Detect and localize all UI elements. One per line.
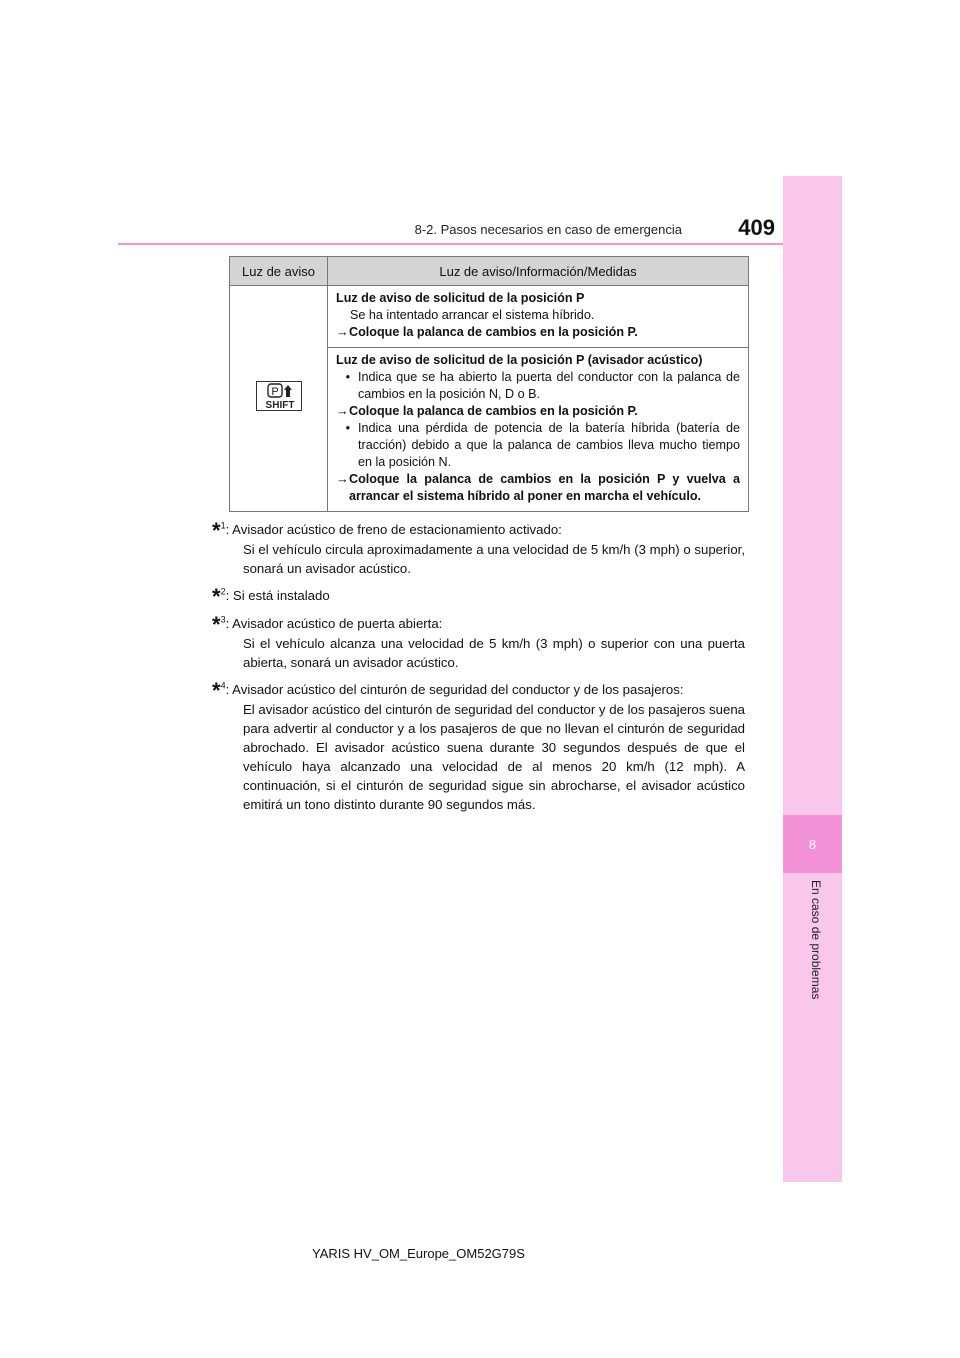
- arrow-icon: →: [336, 325, 349, 339]
- p-shift-text: SHIFT: [265, 400, 294, 411]
- page-number: 409: [738, 215, 775, 240]
- entry-action: [336, 403, 740, 420]
- footnote-4: [212, 680, 745, 814]
- entry-position-p-request-buzzer: [328, 348, 749, 512]
- entry-action-text: Coloque la palanca de cambios en la posición P y vuelva a arrancar el sistema híbrido al poner en marcha el vehículo.: [349, 472, 740, 503]
- entry-action: [336, 324, 740, 341]
- footnotes: [212, 520, 745, 822]
- footnote-star: *: [212, 518, 221, 543]
- chapter-side-band: [783, 176, 842, 1182]
- entry-position-p-request: [328, 286, 749, 348]
- entry-bullet-text: Indica una pérdida de potencia de la batería híbrida (batería de tracción) debido a que la palanca de cambios lleva mucho tiempo en la posición N.: [358, 421, 740, 469]
- footnote-body: Si el vehículo alcanza una velocidad de 5 km/h (3 mph) o superior con una puerta abierta, sonará un avisador acústico.: [243, 636, 745, 670]
- section-title: 8-2. Pasos necesarios en caso de emergencia: [414, 222, 682, 237]
- manual-code: YARIS HV_OM_Europe_OM52G79S: [312, 1246, 525, 1261]
- p-shift-icon: [256, 381, 302, 411]
- footnote-1: [212, 520, 745, 578]
- entry-bullet-text: Indica que se ha abierto la puerta del conductor con la palanca de cambios en la posición N, D o B.: [358, 370, 740, 401]
- entry-title: Luz de aviso de solicitud de la posición P (avisador acústico): [336, 353, 703, 367]
- entry-action: [336, 471, 740, 505]
- footnote-body: El avisador acústico del cinturón de seguridad del conductor y de los pasajeros suena para advertir al conductor y a los pasajeros de que no llevan el cinturón de seguridad abrochado. El avisador acústico suena durante 30 segundos después de que el vehículo haya alcanzado una velocidad de al menos 20 km/h (12 mph). A continuación, si el cinturón de seguridad sigue sin abrocharse, el avisador acústico emitirá un tono distinto durante 90 segundos más.: [243, 702, 745, 812]
- entry-action-text: Coloque la palanca de cambios en la posición P.: [349, 325, 638, 339]
- warning-light-table: [229, 256, 749, 512]
- entry-bullet: [336, 420, 740, 471]
- footnote-2: [212, 584, 745, 609]
- column-header-info: Luz de aviso/Información/Medidas: [328, 257, 749, 286]
- footnote-star: *: [212, 612, 221, 637]
- footnote-body: Si el vehículo circula aproximadamente a una velocidad de 5 km/h (3 mph) o superior, sonará un avisador acústico.: [243, 542, 745, 576]
- arrow-icon: →: [336, 404, 349, 418]
- p-shift-letter: P: [270, 386, 279, 398]
- footnote-title: $^1$: Avisador acústico de freno de estacionamiento activado:: [220, 520, 562, 537]
- arrow-icon: →: [336, 472, 349, 486]
- entry-bullet: [336, 369, 740, 403]
- table-row: [230, 286, 749, 348]
- footnote-title: $^4$: Avisador acústico del cinturón de seguridad del conductor y de los pasajeros:: [220, 680, 684, 697]
- icon-cell: [230, 286, 328, 512]
- header-rule: [118, 243, 783, 245]
- entry-title: Luz de aviso de solicitud de la posición P: [336, 291, 585, 305]
- footnote-title: $^2$: Si está instalado: [220, 586, 330, 603]
- bullet-icon: •: [345, 370, 350, 384]
- column-header-light: Luz de aviso: [230, 257, 328, 286]
- footnote-3: [212, 614, 745, 672]
- footnote-star: *: [212, 584, 221, 609]
- footnote-title: $^3$: Avisador acústico de puerta abierta:: [220, 614, 443, 631]
- entry-action-text: Coloque la palanca de cambios en la posición P.: [349, 404, 638, 418]
- footnote-star: *: [212, 678, 221, 703]
- entry-description: Se ha intentado arrancar el sistema híbrido.: [350, 308, 595, 322]
- table-header-row: [230, 257, 749, 286]
- chapter-number-tab: 8: [783, 815, 842, 873]
- bullet-icon: •: [345, 421, 350, 435]
- chapter-label: En caso de problemas: [809, 880, 823, 1000]
